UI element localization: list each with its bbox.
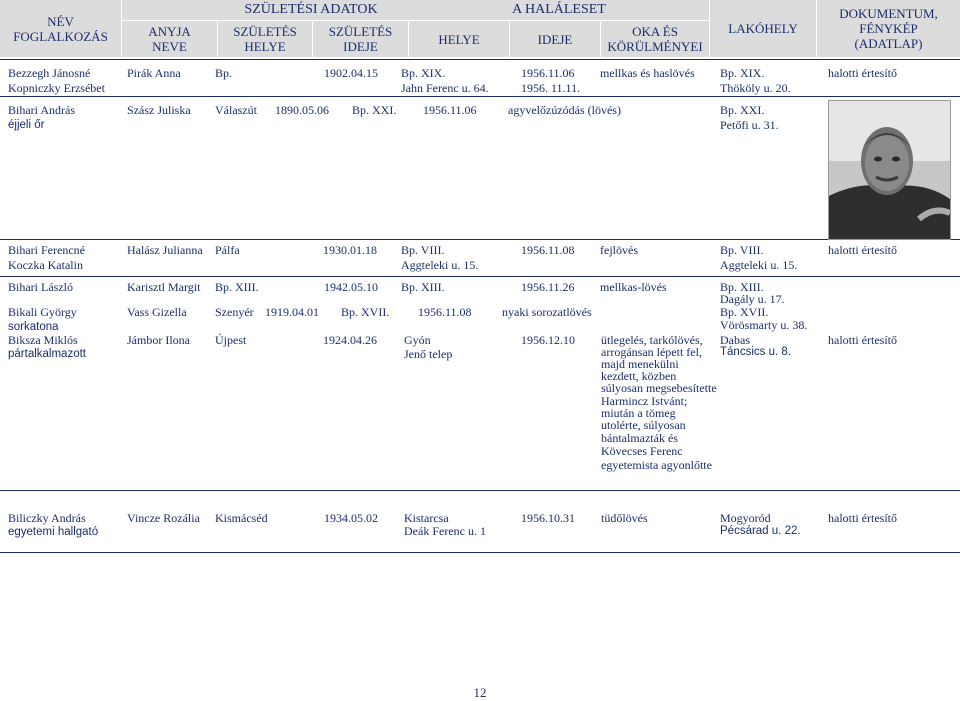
cause-line: miután a tömeg — [601, 406, 676, 420]
row-residence-2: Dagály u. 17. — [720, 292, 785, 306]
row-residence: Mogyoród — [720, 511, 771, 525]
row-residence: Bp. XXI. — [720, 103, 765, 117]
row-mother: Jámbor Ilona — [127, 333, 190, 347]
row-death-date: 1956.11.06 — [423, 103, 477, 117]
row-mother: Pirák Anna — [127, 66, 181, 80]
header-neve: NEVE — [152, 39, 187, 54]
row-residence-2: Thököly u. 20. — [720, 81, 791, 95]
row-divider — [0, 59, 960, 60]
row-cause: fejlövés — [600, 243, 638, 257]
row-birth-date: 1902.04.15 — [324, 66, 378, 80]
row-death-place-2: Deák Ferenc u. 1 — [404, 524, 486, 538]
row-document: halotti értesítő — [828, 511, 897, 525]
row-birth-date: 1890.05.06 — [275, 103, 329, 117]
row-name: Bikali György — [8, 305, 77, 319]
row-occupation: éjjeli őr — [8, 119, 45, 131]
row-residence: Bp. XVII. — [720, 305, 769, 319]
header-mother — [122, 21, 217, 57]
header-fenykep: FÉNYKÉP — [859, 21, 918, 36]
row-divider — [0, 552, 960, 553]
row-cause: nyaki sorozatlövés — [502, 305, 592, 319]
row-birth-date: 1934.05.02 — [324, 511, 378, 525]
row-cause: mellkas és haslövés — [600, 66, 695, 80]
row-document: halotti értesítő — [828, 333, 897, 347]
row-birth-date: 1924.04.26 — [323, 333, 377, 347]
header-szuletes-2: SZÜLETÉS — [328, 24, 393, 39]
row-divider — [0, 239, 960, 240]
header-birth-data: SZÜLETÉSI ADATOK — [122, 0, 500, 20]
row-residence: Bp. XIX. — [720, 66, 765, 80]
row-death-date: 1956.11.26 — [521, 280, 575, 294]
row-death-place: Gyón — [404, 333, 431, 347]
row-residence: Dabas — [720, 333, 750, 347]
cause-line: bántalmazták és — [601, 431, 678, 445]
page-number: 12 — [473, 685, 487, 700]
header-death-place — [409, 21, 509, 57]
header-birth-place — [218, 21, 312, 57]
cause-line: utolérte, súlyosan — [601, 418, 686, 432]
row-name: Bezzegh Jánosné — [8, 66, 91, 80]
row-name: Bihari László — [8, 280, 73, 294]
row-birth-place: Pálfa — [215, 243, 240, 257]
table-header — [0, 0, 960, 57]
row-birth-place: Kismácséd — [215, 511, 268, 525]
row-death-place: Bp. VIII. — [401, 243, 445, 257]
row-divider — [0, 276, 960, 277]
row-occupation: egyetemi hallgató — [8, 526, 99, 538]
row-birth-date: 1919.04.01 — [265, 305, 319, 319]
row-residence-2: Pécsárad u. 22. — [720, 525, 801, 537]
cause-line: súlyosan megsebesítette — [601, 381, 717, 395]
row-occupation: pártalkalmazott — [8, 348, 86, 360]
portrait-photo — [828, 100, 951, 240]
header-szuletes-1: SZÜLETÉS — [233, 24, 297, 39]
row-death-date: 1956.12.10 — [521, 333, 575, 347]
row-death-place: Bp. XXI. — [352, 103, 397, 117]
row-mother: Vincze Rozália — [127, 511, 200, 525]
row-divider — [0, 490, 960, 491]
row-residence-2: Aggteleki u. 15. — [720, 258, 798, 272]
row-death-place-2: Jenő telep — [404, 347, 453, 361]
header-ideje-1: IDEJE — [343, 39, 378, 54]
row-document: halotti értesítő — [828, 66, 897, 80]
row-occupation: Kopniczky Erzsébet — [8, 81, 105, 95]
header-foglalkozas: FOGLALKOZÁS — [13, 28, 108, 44]
row-name: Biliczky András — [8, 511, 86, 525]
row-death-place-2: Jahn Ferenc u. 64. — [401, 81, 489, 95]
header-anyja: ANYJA — [148, 24, 191, 39]
header-document — [817, 0, 960, 57]
row-cause: agyvelőzúzódás (lövés) — [508, 103, 621, 117]
row-mother: Karisztl Margit — [127, 280, 201, 294]
row-residence-2: Vörösmarty u. 38. — [720, 318, 808, 332]
header-korulmenyei: KÖRÜLMÉNYEI — [607, 39, 703, 54]
header-death: A HALÁLESET — [409, 0, 709, 20]
row-death-date: 1956.11.06 — [521, 66, 575, 80]
row-birth-place: Szenyér — [215, 305, 254, 319]
row-birth-date: 1942.05.10 — [324, 280, 378, 294]
header-helye-2: HELYE — [438, 31, 480, 47]
row-death-place: Kistarcsa — [404, 511, 449, 525]
cause-line: Kövecses Ferenc — [601, 444, 683, 458]
row-death-place: Bp. XVII. — [341, 305, 390, 319]
row-cause: tüdőlövés — [601, 511, 648, 525]
cause-line: egyetemista agyonlőtte — [601, 458, 712, 472]
header-residence — [710, 0, 816, 57]
row-death-place: Bp. XIII. — [401, 280, 445, 294]
row-divider — [0, 96, 960, 97]
row-mother: Szász Juliska — [127, 103, 191, 117]
row-mother: Vass Gizella — [127, 305, 187, 319]
header-helye-1: HELYE — [244, 39, 286, 54]
row-residence: Bp. XIII. — [720, 280, 764, 294]
row-residence-2: Petőfi u. 31. — [720, 118, 779, 132]
row-birth-date: 1930.01.18 — [323, 243, 377, 257]
row-death-date: 1956.11.08 — [521, 243, 575, 257]
row-mother: Halász Julianna — [127, 243, 203, 257]
cause-line: arrogánsan lépett fel, — [601, 345, 702, 359]
row-birth-place: Bp. — [215, 66, 233, 80]
header-cause — [601, 21, 709, 57]
row-birth-place: Újpest — [215, 333, 247, 347]
cause-line: majd menekülni — [601, 357, 679, 371]
row-occupation: sorkatona — [8, 321, 59, 333]
cause-line: kezdett, közben — [601, 369, 677, 383]
portrait-illustration — [829, 101, 950, 239]
row-document: halotti értesítő — [828, 243, 897, 257]
header-birth-date — [313, 21, 408, 57]
row-name: Bihari András — [8, 103, 75, 117]
row-residence: Bp. VIII. — [720, 243, 764, 257]
cause-line: Harmincz Istvánt; — [601, 394, 688, 408]
row-occupation: Koczka Katalin — [8, 258, 83, 272]
header-death-date — [510, 21, 600, 57]
header-dokumentum: DOKUMENTUM, — [839, 6, 938, 21]
row-birth-place: Válaszút — [215, 103, 257, 117]
row-death-date: 1956.11.08 — [418, 305, 472, 319]
row-death-date-2: 1956. 11.11. — [521, 81, 581, 95]
header-ideje-2: IDEJE — [537, 31, 573, 47]
row-cause: mellkas-lövés — [600, 280, 667, 294]
header-lakohely: LAKÓHELY — [728, 21, 798, 36]
row-death-date: 1956.10.31 — [521, 511, 575, 525]
row-name: Bihari Ferencné — [8, 243, 85, 257]
header-nev: NÉV — [47, 13, 74, 29]
row-name: Biksza Miklós — [8, 333, 78, 347]
row-residence-2: Táncsics u. 8. — [720, 346, 791, 358]
row-birth-place: Bp. XIII. — [215, 280, 259, 294]
header-name-occupation — [0, 0, 121, 57]
cause-line: ütlegelés, tarkólövés, — [601, 333, 703, 347]
row-death-place: Bp. XIX. — [401, 66, 446, 80]
header-oka-es: OKA ÉS — [632, 24, 678, 39]
header-adatlap: (ADATLAP) — [854, 36, 923, 51]
row-death-place-2: Aggteleki u. 15. — [401, 258, 479, 272]
